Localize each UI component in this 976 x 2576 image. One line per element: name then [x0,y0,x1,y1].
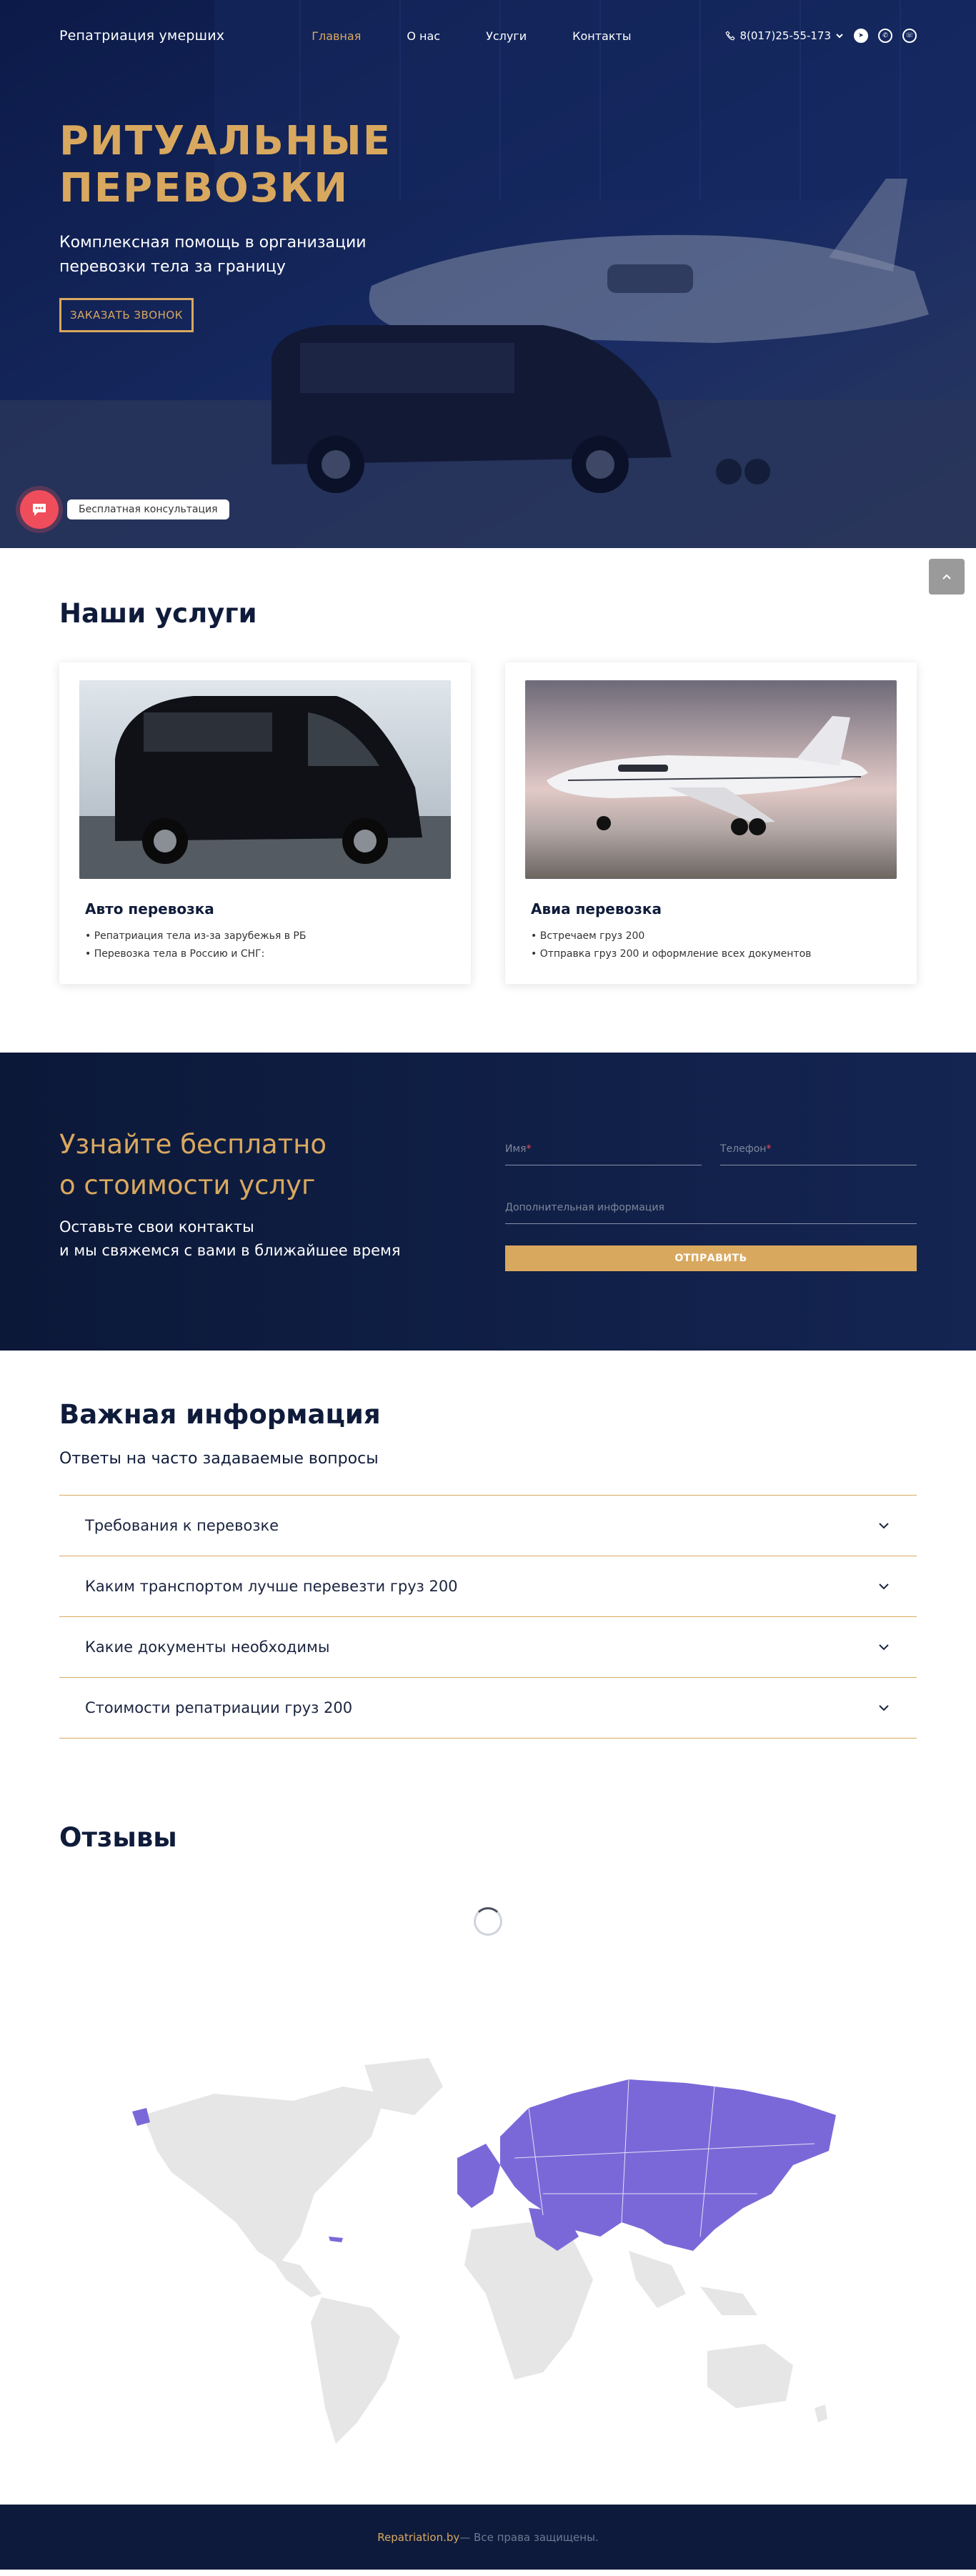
chevron-down-icon [877,1579,891,1593]
faq-subtitle: Ответы на часто задаваемые вопросы [59,1450,379,1468]
scroll-to-top-button[interactable] [929,559,965,595]
cta-title: Узнайте бесплатно о стоимости услуг [59,1129,327,1200]
hero-content [59,118,431,332]
services-section [0,548,976,1053]
cta-text: Оставьте свои контакты и мы свяжемся с вами в ближайшее время [59,1218,401,1259]
free-consultation-widget[interactable] [20,490,229,529]
hero-title: РИТУАЛЬНЫЕ ПЕРЕВОЗКИ [59,118,392,212]
whatsapp-icon[interactable]: ✆ [878,29,892,43]
van-image [79,680,451,879]
phone-icon [725,31,735,41]
reviews-title: Отзывы [59,1822,177,1853]
faq-item[interactable]: Стоимости репатриации груз 200 [59,1678,917,1739]
footer-brand-link[interactable]: Repatriation.by [377,2530,460,2544]
menu-item-contacts[interactable]: Контакты [572,29,632,43]
hero-section [0,0,976,548]
submit-button[interactable]: ОТПРАВИТЬ [505,1245,917,1271]
consultation-label[interactable]: Бесплатная консультация [67,499,229,519]
hero-subtitle: Комплексная помощь в организации перевозки тела за границу [59,234,367,276]
chevron-down-icon [877,1518,891,1533]
faq-section [0,1351,976,1822]
chevron-up-icon [941,571,952,582]
service-feature: • Перевозка тела в Россию и СНГ: [85,945,451,963]
faq-accordion [59,1495,917,1739]
main-menu [312,29,631,43]
world-map [129,2051,843,2451]
pricing-request-section [0,1053,976,1351]
chevron-down-icon [877,1640,891,1654]
faq-item[interactable]: Какие документы необходимы [59,1617,917,1678]
name-field[interactable]: Имя * [505,1131,702,1165]
service-features [525,928,897,963]
phone-field[interactable]: Телефон * [720,1131,917,1165]
chevron-down-icon [877,1701,891,1715]
service-feature: • Встречаем груз 200 [531,928,897,945]
site-footer [0,2505,976,2570]
services-title: Наши услуги [59,598,257,629]
phone-dropdown[interactable] [725,29,844,42]
site-logo[interactable]: Репатриация умерших [59,28,225,44]
reviews-section [0,1822,976,2051]
contact-form [505,1124,917,1271]
service-feature: • Отправка груз 200 и оформление всех документов [531,945,897,963]
phone-number: 8(017)25-55-173 [740,29,831,42]
viber-icon[interactable]: ☏ [902,29,917,43]
order-call-button[interactable]: ЗАКАЗАТЬ ЗВОНОК [59,298,194,332]
top-navigation [0,0,976,71]
world-map-section [0,2051,976,2505]
telegram-icon[interactable]: ➤ [854,29,868,43]
header-contacts [725,29,917,43]
menu-item-about[interactable]: О нас [407,29,441,43]
service-title: Авто перевозка [85,900,214,917]
faq-title: Важная информация [59,1399,381,1430]
service-feature: • Репатриация тела из-за зарубежья в РБ [85,928,451,945]
service-title: Авиа перевозка [531,900,662,917]
service-card-auto[interactable] [59,662,471,984]
footer-rights: — Все права защищены. [459,2530,599,2544]
menu-item-home[interactable]: Главная [312,29,362,43]
menu-item-services[interactable]: Услуги [486,29,527,43]
additional-info-field[interactable]: Дополнительная информация [505,1190,917,1224]
jet-image [525,680,897,879]
chat-icon[interactable] [20,490,59,529]
loading-spinner-icon [474,1907,502,1936]
faq-item[interactable]: Требования к перевозке [59,1496,917,1556]
service-features [79,928,451,963]
faq-item[interactable]: Каким транспортом лучше перевезти груз 200 [59,1556,917,1617]
chevron-down-icon [835,31,844,40]
service-card-air[interactable] [505,662,917,984]
